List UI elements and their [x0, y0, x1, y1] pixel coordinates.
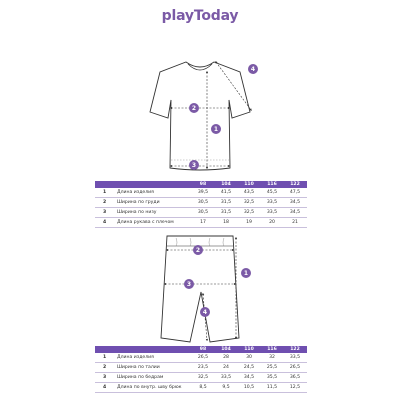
tshirt-size-table [95, 181, 307, 228]
size-col: 116 [267, 182, 277, 187]
size-col: 110 [244, 347, 254, 352]
table-row: 1 Длина изделия 26,5 28 30 32 33,5 [95, 353, 307, 363]
table-row: 2 Ширина по талии 23,5 24 24,5 25,5 26,5 [95, 363, 307, 373]
shorts-marker-3 [184, 279, 194, 289]
shorts-size-table [95, 346, 307, 393]
tshirt-outline [150, 62, 250, 170]
svg-text:1: 1 [243, 270, 249, 277]
table-row: 4 Длина по внутр. шву брюк 8,5 9,5 10,5 11,5 12,5 [95, 383, 307, 393]
size-col: 122 [290, 182, 300, 187]
tshirt-table-header [95, 181, 307, 188]
shorts-marker-1 [241, 268, 251, 278]
size-col: 122 [290, 347, 300, 352]
tshirt-marker-3 [189, 160, 199, 170]
size-col: 116 [267, 347, 277, 352]
size-col: 104 [221, 182, 231, 187]
shorts-table-header [95, 346, 307, 353]
tshirt-marker-4 [248, 64, 258, 74]
svg-text:4: 4 [250, 66, 256, 73]
svg-text:3: 3 [191, 162, 197, 169]
svg-text:2: 2 [191, 105, 197, 112]
tshirt-marker-2 [189, 103, 199, 113]
svg-text:2: 2 [195, 247, 201, 254]
svg-text:4: 4 [202, 309, 208, 316]
shorts-marker-4 [200, 307, 210, 317]
size-col: 98 [199, 347, 207, 352]
table-row: 4 Длина рукава с плечом 17 18 19 20 21 [95, 218, 307, 228]
table-row: 3 Ширина по бедрам 32,5 33,5 34,5 35,5 36,5 [95, 373, 307, 383]
shorts-marker-2 [193, 245, 203, 255]
table-row: 1 Длина изделия 39,5 41,5 43,5 45,5 47,5 [95, 188, 307, 198]
size-col: 98 [199, 182, 207, 187]
table-row: 2 Ширина по груди 30,5 31,5 32,5 33,5 34,5 [95, 198, 307, 208]
table-row: 3 Ширина по низу 30,5 31,5 32,5 33,5 34,5 [95, 208, 307, 218]
size-col: 110 [244, 182, 254, 187]
tshirt-marker-1 [211, 124, 221, 134]
svg-text:3: 3 [186, 281, 192, 288]
brand-logo: playToday [161, 8, 239, 24]
svg-text:1: 1 [213, 126, 219, 133]
size-col: 104 [221, 347, 231, 352]
